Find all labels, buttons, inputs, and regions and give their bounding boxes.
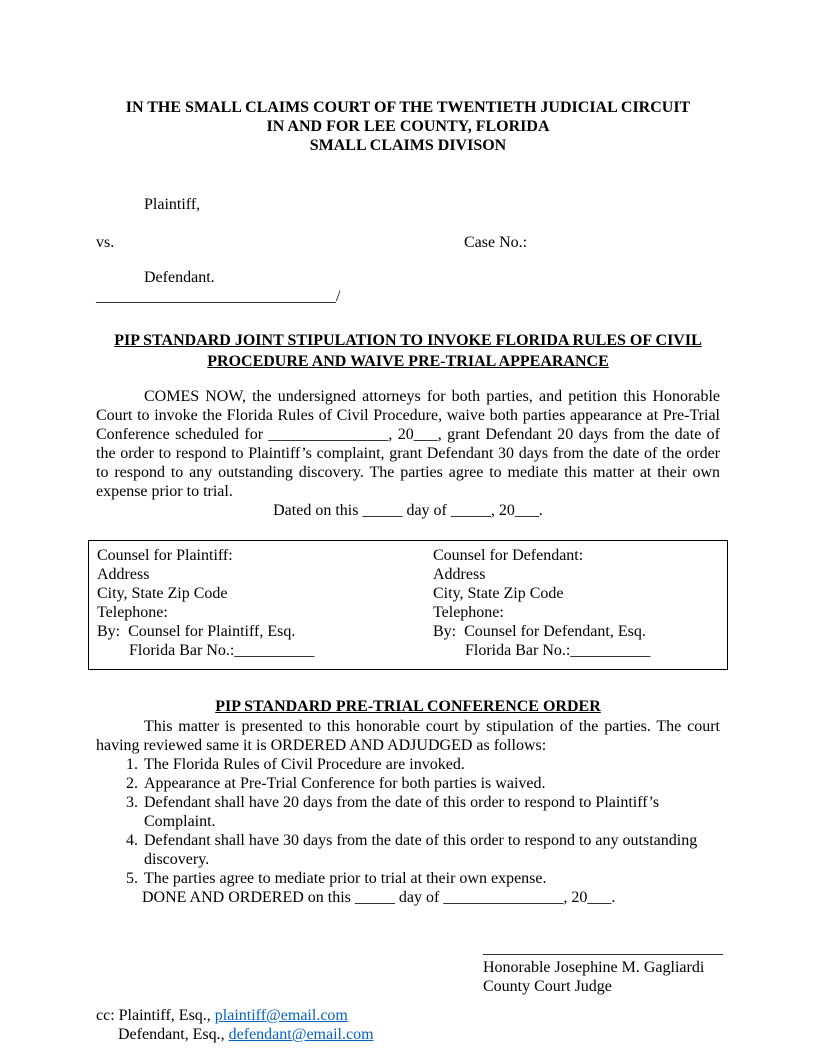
counsel-plaintiff-title: Counsel for Plaintiff: <box>97 547 233 564</box>
court-header-line2: IN AND FOR LEE COUNTY, FLORIDA <box>266 118 550 135</box>
stipulation-title-line1: PIP STANDARD JOINT STIPULATION TO INVOKE FLORIDA RULES OF CIVIL <box>114 332 702 349</box>
defendant-email-link[interactable]: defendant@email.com <box>228 1026 374 1043</box>
order-item-4: 4. Defendant shall have 30 days from the date of this order to respond to any outstanding discovery. <box>142 831 720 869</box>
stipulation-title <box>96 330 720 372</box>
counsel-defendant-telephone: Telephone: <box>433 604 504 621</box>
counsel-signature-box <box>88 540 728 670</box>
case-number-label: Case No.: <box>464 234 528 251</box>
order-item-5: 5. The parties agree to mediate prior to trial at their own expense. <box>142 869 720 888</box>
counsel-defendant-address: Address <box>433 566 486 583</box>
judge-title: County Court Judge <box>483 978 612 995</box>
order-items-list <box>96 755 720 888</box>
cc-plaintiff-prefix: cc: Plaintiff, Esq., <box>96 1007 215 1024</box>
defendant-label: Defendant. <box>144 269 215 286</box>
judge-signature-block <box>483 939 723 996</box>
plaintiff-email-link[interactable]: plaintiff@email.com <box>214 1007 348 1024</box>
vs-label: vs. <box>96 234 115 251</box>
dated-line: Dated on this _____ day of _____, 20___. <box>273 502 543 519</box>
cc-plaintiff-line <box>96 1006 720 1025</box>
counsel-plaintiff-telephone: Telephone: <box>97 604 168 621</box>
court-header <box>96 98 720 155</box>
counsel-defendant-title: Counsel for Defendant: <box>433 547 584 564</box>
done-and-ordered-line: DONE AND ORDERED on this _____ day of _______________, 20___. <box>142 889 616 906</box>
cc-defendant-prefix: Defendant, Esq., <box>118 1026 229 1043</box>
order-intro-paragraph: This matter is presented to this honorable court by stipulation of the parties. The court having reviewed same it is ORDERED AND ADJUDGED as follows: <box>96 718 720 754</box>
stipulation-body-paragraph: COMES NOW, the undersigned attorneys for both parties, and petition this Honorable Court to invoke the Florida Rules of Civil Procedure, waive both parties appearance at Pre-Trial Conference scheduled for _______________, 20___, grant Defendant 20 days from the date of the order to respond to Plaintiff’s complaint, grant Defendant 30 days from the date of the order to respond to any outstanding discovery. The parties agree to mediate this matter at their own expense prior to trial. <box>96 388 720 500</box>
court-header-line3: SMALL CLAIMS DIVISON <box>309 137 507 154</box>
order-item-1: 1. The Florida Rules of Civil Procedure are invoked. <box>142 755 720 774</box>
order-title: PIP STANDARD PRE-TRIAL CONFERENCE ORDER <box>215 698 601 715</box>
court-header-line1: IN THE SMALL CLAIMS COURT OF THE TWENTIETH JUDICIAL CIRCUIT <box>125 99 691 116</box>
order-item-2: 2. Appearance at Pre-Trial Conference for both parties is waived. <box>142 774 720 793</box>
counsel-plaintiff-by: By: Counsel for Plaintiff, Esq. <box>97 623 296 640</box>
counsel-defendant-by: By: Counsel for Defendant, Esq. <box>433 623 646 640</box>
cc-block <box>96 1006 720 1044</box>
counsel-defendant-column <box>433 546 719 660</box>
order-item-3: 3. Defendant shall have 20 days from the date of this order to respond to Plaintiff’s Complaint. <box>142 793 720 831</box>
judge-signature-line: ______________________________ <box>483 940 723 957</box>
cc-defendant-line <box>118 1025 720 1044</box>
caption-divider-line: ______________________________/ <box>96 288 341 305</box>
counsel-defendant-bar-number: Florida Bar No.:__________ <box>465 642 651 659</box>
counsel-plaintiff-city: City, State Zip Code <box>97 585 228 602</box>
counsel-plaintiff-bar-number: Florida Bar No.:__________ <box>129 642 315 659</box>
stipulation-title-line2: PROCEDURE AND WAIVE PRE-TRIAL APPEARANCE <box>207 353 609 370</box>
counsel-plaintiff-address: Address <box>97 566 150 583</box>
counsel-plaintiff-column <box>97 546 433 660</box>
judge-name: Honorable Josephine M. Gagliardi <box>483 959 705 976</box>
plaintiff-label: Plaintiff, <box>144 196 201 213</box>
vs-case-row <box>96 233 720 252</box>
counsel-defendant-city: City, State Zip Code <box>433 585 564 602</box>
case-caption <box>96 195 720 306</box>
